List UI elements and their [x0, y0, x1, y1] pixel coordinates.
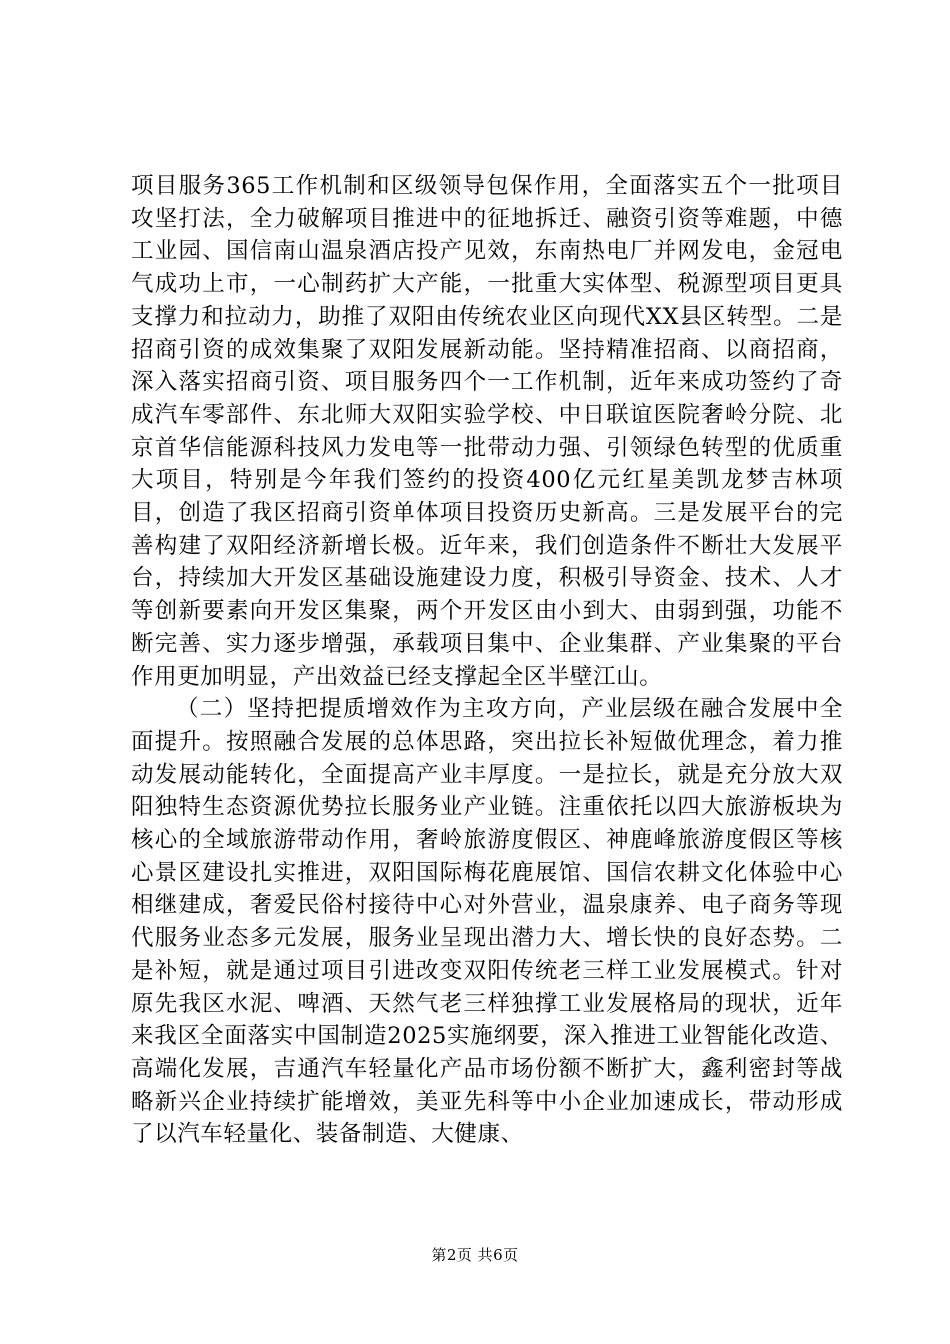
page-footer — [0, 1245, 950, 1265]
page-number: 第2页 共6页 — [431, 1246, 519, 1264]
paragraph-1: 项目服务365工作机制和区级领导包保作用，全面落实五个一批项目攻坚打法，全力破解项目推进中的征地拆迁、融资引资等难题，中德工业园、国信南山温泉酒店投产见效，东南热电厂并网发电，金冠电气成功上市，一心制药扩大产能，一批重大实体型、税源型项目更具支撑力和拉动力，助推了双阳由传统农业区向现代XX县区转型。二是招商引资的成效集聚了双阳发展新动能。坚持精准招商、以商招商，深入落实招商引资、项目服务四个一工作机制，近年来成功签约了奇成汽车零部件、东北师大双阳实验学校、中日联谊医院奢岭分院、北京首华信能源科技风力发电等一批带动力强、引领绿色转型的优质重大项目，特别是今年我们签约的投资400亿元红星美凯龙梦吉林项目，创造了我区招商引资单体项目投资历史新高。三是发展平台的完善构建了双阳经济新增长极。近年来，我们创造条件不断壮大发展平台，持续加大开发区基础设施建设力度，积极引导资金、技术、人才等创新要素向开发区集聚，两个开发区由小到大、由弱到强，功能不断完善、实力逐步增强，承载项目集中、企业集群、产业集聚的平台作用更加明显，产出效益已经支撑起全区半壁江山。 — [131, 173, 843, 690]
document-body — [131, 170, 843, 1151]
paragraph-2: （二）坚持把提质增效作为主攻方向，产业层级在融合发展中全面提升。按照融合发展的总体思路，突出拉长补短做优理念，着力推动发展动能转化，全面提高产业丰厚度。一是拉长，就是充分放大双阳独特生态资源优势拉长服务业产业链。注重依托以四大旅游板块为核心的全域旅游带动作用，奢岭旅游度假区、神鹿峰旅游度假区等核心景区建设扎实推进，双阳国际梅花鹿展馆、国信农耕文化体验中心相继建成，奢爱民俗村接待中心对外营业，温泉康养、电子商务等现代服务业态多元发展，服务业呈现出潜力大、增长快的良好态势。二是补短，就是通过项目引进改变双阳传统老三样工业发展模式。针对原先我区水泥、啤酒、天然气老三样独撑工业发展格局的现状，近年来我区全面落实中国制造2025实施纲要，深入推进工业智能化改造、高端化发展，吉通汽车轻量化产品市场份额不断扩大，鑫利密封等战略新兴企业持续扩能增效，美亚先科等中小企业加速成长，带动形成了以汽车轻量化、装备制造、大健康、 — [131, 696, 843, 1148]
